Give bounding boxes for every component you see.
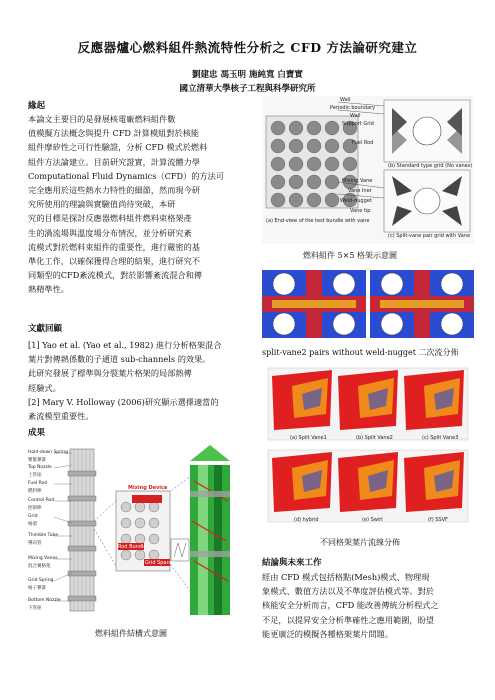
rod-bundle-label: Rod Bundle — [118, 544, 147, 550]
intro-line: 組件方法論建立。目前研究證實，計算流體力學 — [28, 156, 200, 167]
assembly-label: 燃料棒 — [28, 489, 42, 494]
label-support-grid: Support Grid — [342, 121, 374, 127]
page-title: 反應器爐心燃料組件熱流特性分析之 CFD 方法論研究建立 — [77, 40, 418, 55]
assembly-label: Mixing Vanes — [28, 556, 58, 561]
assembly-label: Control Rod — [28, 498, 55, 503]
sub-b-label: (b) Standard type grid (No vanes) — [388, 163, 473, 169]
intro-line: 本論文主要目的是發展核電廠燃料組件數 — [28, 114, 176, 124]
literature-line: 此研究發展了標準與分裂葉片格架的局部熱傳 — [28, 368, 192, 379]
label-weld-nugget: Weld-nugget — [340, 198, 372, 204]
authors: 劉建忠 馮玉明 施純寬 白寶實 — [192, 70, 303, 80]
literature-line: 經驗式。 — [28, 382, 61, 393]
literature-line: 葉片對傳熱係數的子通道 sub-channels 的效果。 — [28, 354, 211, 365]
conclusion-line: 不足，以提昇安全分析準確性之應用範圍，盼望 — [262, 614, 434, 625]
label-wall-2: Wall — [350, 113, 361, 119]
literature-line: [2] Mary V. Holloway (2006)研究顯示選擇適當的 — [28, 396, 219, 407]
affiliation: 國立清華大學核子工程與科學研究所 — [179, 84, 316, 94]
intro-line: 準化工作，以確保獲得合理的結果，進行研究不 — [28, 256, 200, 267]
mixing-device-label: Mixing Device — [128, 485, 168, 491]
conclusion-line: 象模式、數值方法以及不準度評估模式等。對於 — [262, 586, 434, 597]
secondary-flow-caption: split-vane2 pairs without weld-nugget 二次流分佈 — [262, 348, 459, 357]
sub-c-label: (c) Split-vane pair grid with Vane — [388, 233, 471, 239]
intro-line: 究的目標是探討反應器燃料組件燃料束格架產 — [28, 213, 192, 224]
secondary-flow-figure — [262, 270, 474, 338]
intro-line: 值模擬方法概念與提升 CFD 計算模組對於核能 — [28, 128, 200, 139]
sub-split-vane2: (b) Split Vane2 — [356, 435, 393, 441]
assembly-label: 混合翼格架 — [28, 564, 51, 569]
grid-spacer-label: Grid Spacer — [145, 560, 175, 566]
assembly-label: 上管座 — [28, 473, 42, 478]
intro-paragraph — [28, 112, 252, 297]
intro-line: 熱精準性。 — [28, 284, 69, 295]
conclusion-line: 核能安全分析而言，CFD 能改善傳統分析程式之 — [262, 600, 439, 611]
label-vane-tip: Vane tip — [350, 208, 371, 214]
literature-line: [1] Yao et al. (Yao et al., 1982) 進行分析格架混合 — [28, 340, 222, 350]
fuel-assembly-figure — [28, 441, 252, 621]
intro-line: 完全應用於這些熱水力特性的細節，然而現今研 — [28, 185, 200, 196]
grid-5x5-figure — [262, 96, 474, 244]
streamline-caption: 不同格架葉片流線分佈 — [320, 538, 400, 547]
results-heading: 成果 — [28, 428, 46, 438]
assembly-label: Bottom Nozzle — [28, 598, 61, 603]
label-fuel-rod: Fuel Rod — [352, 140, 374, 146]
sub-ssvf: (f) SSVF — [428, 517, 448, 523]
intro-line: 組件摩矽性之可行性驗證，分析 CFD 模式於燃料 — [28, 142, 208, 153]
fuel-assembly-caption: 燃料組件結構式意圖 — [95, 629, 167, 638]
conclusion-line: 經由 CFD 模式包括格點(Mesh)模式、物理現 — [262, 572, 430, 582]
assembly-label: 壓緊彈簧 — [28, 458, 46, 463]
intro-line: 究所使用的理論與實驗值尚待突破，本研 — [28, 199, 176, 210]
assembly-label: 格架 — [28, 522, 37, 527]
sub-split-vane3: (c) Split Vane3 — [422, 435, 459, 441]
intro-line: Computational Fluid Dynamics（CFD）的方法可 — [28, 170, 225, 181]
literature-paragraph — [28, 338, 252, 423]
assembly-label: Grid — [28, 514, 38, 519]
literature-line: 紊流模型重要性。 — [28, 411, 94, 422]
assembly-label: 格子彈簧 — [28, 586, 46, 591]
assembly-label: Top Nozzle — [28, 465, 52, 470]
conclusion-heading: 結論與未來工作 — [262, 558, 322, 568]
assembly-label: Hold-down Spring — [28, 450, 68, 455]
assembly-label: 導向管 — [28, 541, 42, 546]
assembly-label: Fuel Rod — [28, 481, 48, 486]
sub-swirl: (e) Swirl — [362, 517, 383, 523]
literature-heading: 文獻回顧 — [28, 324, 63, 334]
label-mixing-vane: Mixing Vane — [342, 178, 373, 184]
assembly-label: Thimble Tube — [28, 533, 59, 538]
conclusion-line: 能更廣泛的模擬各種格架葉片問題。 — [262, 628, 394, 639]
sub-hybrid: (d) hybrid — [294, 517, 319, 523]
intro-line: 流模式對於燃料束組件的重要性，進行嚴密的基 — [28, 241, 200, 252]
sub-split-vane1: (a) Split Vane1 — [290, 435, 327, 441]
assembly-label: 控制棒 — [28, 506, 42, 511]
intro-heading: 緣起 — [28, 101, 46, 111]
grid-5x5-caption: 燃料組件 5×5 格架示意圖 — [303, 251, 397, 260]
label-wall: Wall — [340, 97, 351, 103]
intro-line: 生的渦流場與溫度場分布情況，並分析研究紊 — [28, 227, 192, 238]
conclusion-paragraph — [262, 570, 474, 641]
assembly-label: 下管座 — [28, 606, 42, 611]
assembly-label: Grid Spring — [28, 578, 54, 583]
label-periodic-boundary: Periodic boundary — [330, 105, 376, 111]
label-vane-iner: Vane Iner — [348, 188, 372, 194]
intro-line: 同類型的CFD紊流模式，對於影響紊流混合和傳 — [28, 270, 203, 281]
sub-a-label: (a) End-view of the test bundle with vane — [266, 218, 370, 224]
streamline-figure — [262, 366, 474, 532]
